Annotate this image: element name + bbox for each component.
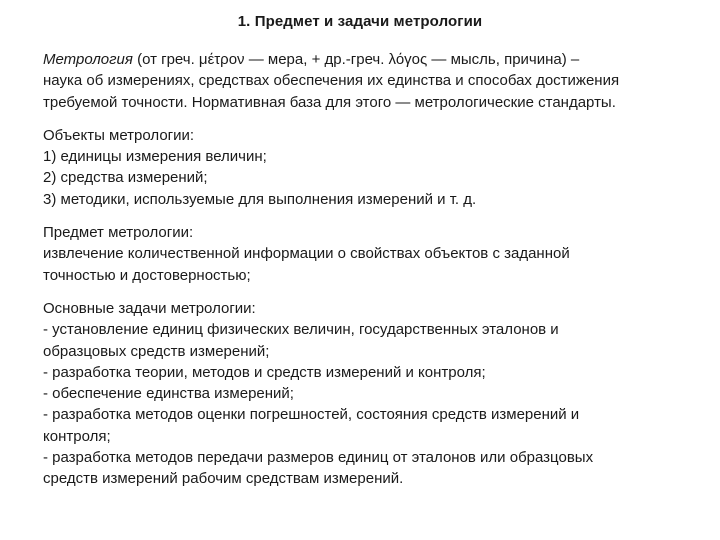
slide-title: 1. Предмет и задачи метрологии xyxy=(237,13,483,30)
objects-section xyxy=(43,125,693,210)
slide-content xyxy=(43,49,693,502)
definition-line-2: наука об измерениях, средствах обеспечения их единства и способах достижения xyxy=(43,72,620,90)
objects-heading: Объекты метрологии: xyxy=(43,126,195,144)
definition-text: (от греч. μέτρον — мера, + др.-греч. λόγος — мысль, причина) – xyxy=(132,51,580,68)
tasks-heading: Основные задачи метрологии: xyxy=(43,299,256,317)
definition-line-1 xyxy=(43,49,693,70)
subject-section xyxy=(43,222,693,286)
tasks-line: средств измерений рабочим средствам измерений. xyxy=(43,470,404,488)
subject-text-line: точностью и достоверностью; xyxy=(43,266,251,284)
tasks-line: образцовых средств измерений; xyxy=(43,342,270,360)
tasks-line: - разработка методов оценки погрешностей, состояния средств измерений и xyxy=(43,406,580,424)
tasks-line: - разработка методов передачи размеров единиц от эталонов или образцовых xyxy=(43,449,594,467)
tasks-line: - установление единиц физических величин, государственных эталонов и xyxy=(43,321,559,339)
objects-item: 2) средства измерений; xyxy=(43,169,208,187)
definition-line-3: требуемой точности. Нормативная база для этого — метрологические стандарты. xyxy=(43,93,616,111)
tasks-line: - разработка теории, методов и средств измерений и контроля; xyxy=(43,363,486,381)
tasks-section xyxy=(43,298,693,490)
objects-item: 3) методики, используемые для выполнения измерений и т. д. xyxy=(43,190,477,208)
objects-item: 1) единицы измерения величин; xyxy=(43,148,267,166)
tasks-line: контроля; xyxy=(43,427,111,445)
definition-term: Метрология xyxy=(43,51,133,68)
subject-heading: Предмет метрологии: xyxy=(43,224,194,242)
subject-text-line: извлечение количественной информации о свойствах объектов с заданной xyxy=(43,245,570,263)
definition-paragraph xyxy=(43,49,693,113)
tasks-line: - обеспечение единства измерений; xyxy=(43,385,294,403)
